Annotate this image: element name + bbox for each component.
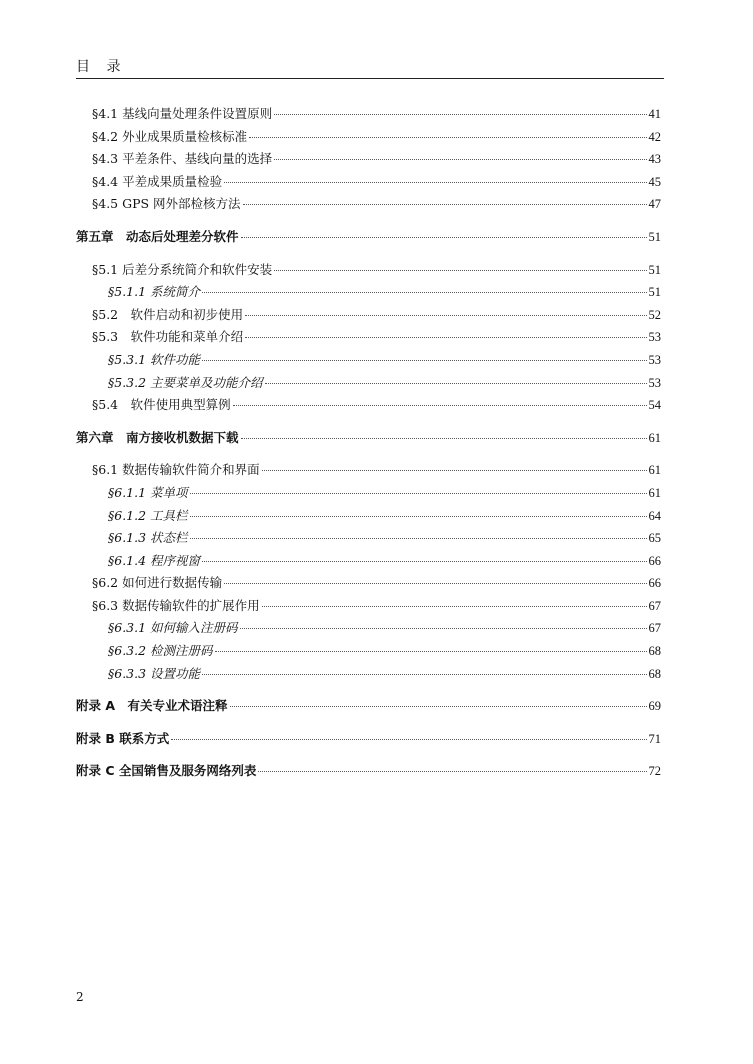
page-header-title: 目 录 [76, 59, 127, 75]
toc-entry-page: 61 [648, 485, 661, 500]
toc-entry-page: 64 [648, 508, 661, 523]
toc-entry[interactable] [76, 149, 661, 172]
toc-leader-dots [243, 204, 647, 205]
toc-leader-dots [202, 674, 646, 675]
toc-entry[interactable] [76, 350, 661, 373]
toc-entry[interactable] [76, 664, 661, 687]
toc-entry-title: §5.3.1 软件功能 [108, 351, 201, 367]
page-number: 2 [76, 990, 84, 1004]
toc-leader-dots [224, 583, 646, 584]
toc-entry-page: 53 [648, 330, 661, 345]
toc-entry[interactable] [76, 573, 661, 596]
toc-entry-page: 67 [648, 621, 661, 636]
page-header [76, 56, 664, 79]
toc-entry-title: §6.2 如何进行数据传输 [92, 575, 223, 591]
toc-entry-page: 42 [648, 129, 661, 144]
toc-entry-page: 66 [648, 576, 661, 591]
toc-entry-title: §5.3.2 主要菜单及功能介绍 [108, 374, 263, 390]
toc-entry[interactable] [76, 395, 661, 418]
toc-leader-dots [190, 516, 647, 517]
toc-leader-dots [265, 383, 647, 384]
toc-entry[interactable] [76, 761, 661, 784]
toc-leader-dots [245, 337, 646, 338]
toc-entry[interactable] [76, 327, 661, 350]
toc-entry-title: §6.3 数据传输软件的扩展作用 [92, 597, 260, 613]
toc-entry[interactable] [76, 596, 661, 619]
toc-entry-title: §6.1.2 工具栏 [108, 507, 188, 523]
toc-entry[interactable] [76, 641, 661, 664]
toc-entry-page: 67 [648, 598, 661, 613]
toc-entry-page: 54 [648, 398, 661, 413]
toc-entry-page: 61 [648, 463, 661, 478]
toc-entry[interactable] [76, 127, 661, 150]
toc-leader-dots [274, 270, 646, 271]
toc-leader-dots [171, 739, 646, 740]
toc-entry-page: 51 [648, 262, 661, 277]
toc-leader-dots [258, 771, 646, 772]
toc-leader-dots [202, 292, 646, 293]
toc-entry-title: §4.1 基线向量处理条件设置原则 [92, 106, 273, 121]
toc-leader-dots [202, 360, 646, 361]
toc-entry-title: §5.4 软件使用典型算例 [92, 397, 231, 413]
toc-entry[interactable] [76, 506, 661, 529]
toc-leader-dots [241, 438, 647, 439]
toc-entry-page: 53 [648, 375, 661, 390]
toc-entry-page: 43 [648, 152, 661, 167]
toc-entry-title: 附录 B 联系方式 [76, 730, 170, 746]
toc-entry-title: §6.1.4 程序视窗 [108, 552, 201, 568]
toc-entry-page: 72 [648, 764, 661, 779]
toc-entry-title: §6.1.3 状态栏 [108, 530, 188, 546]
toc-entry-page: 52 [648, 307, 661, 322]
toc-entry[interactable] [76, 373, 661, 396]
toc-entry-title: §6.3.1 如何输入注册码 [108, 620, 238, 636]
toc-entry-page: 53 [648, 352, 661, 367]
toc-entry-page: 69 [648, 699, 661, 714]
toc-entry[interactable] [76, 428, 661, 451]
toc-entry-page: 41 [648, 107, 661, 121]
toc-entry-title: §4.4 平差成果质量检验 [92, 173, 223, 189]
toc-entry[interactable] [76, 227, 661, 250]
toc-entry-title: §5.1 后差分系统简介和软件安装 [92, 261, 273, 277]
toc-leader-dots [245, 315, 646, 316]
toc-entry-title: §6.1 数据传输软件简介和界面 [92, 462, 260, 478]
toc-entry-title: §5.3 软件功能和菜单介绍 [92, 329, 244, 345]
toc-entry-title: 附录 A 有关专业术语注释 [76, 698, 228, 714]
toc-leader-dots [274, 159, 646, 160]
toc-entry-page: 65 [648, 531, 661, 546]
toc-entry-page: 66 [648, 553, 661, 568]
toc-leader-dots [224, 182, 646, 183]
toc-leader-dots [230, 706, 647, 707]
toc-leader-dots [215, 651, 647, 652]
toc-entry[interactable] [76, 460, 661, 483]
toc-entry-title: §6.1.1 菜单项 [108, 484, 188, 500]
toc-entry-page: 47 [648, 197, 661, 212]
toc-entry-title: 第五章 动态后处理差分软件 [76, 228, 239, 244]
table-of-contents [76, 104, 661, 794]
toc-entry-title: §6.3.3 设置功能 [108, 665, 201, 681]
toc-entry-title: §4.5 GPS 网外部检核方法 [92, 196, 241, 212]
toc-entry[interactable] [76, 729, 661, 752]
toc-entry[interactable] [76, 305, 661, 328]
toc-leader-dots [190, 493, 647, 494]
toc-entry[interactable] [76, 104, 661, 127]
toc-entry[interactable] [76, 696, 661, 719]
toc-entry-title: §4.3 平差条件、基线向量的选择 [92, 151, 273, 167]
toc-leader-dots [262, 606, 647, 607]
toc-leader-dots [274, 114, 646, 115]
toc-leader-dots [240, 628, 647, 629]
toc-entry-title: 附录 C 全国销售及服务网络列表 [76, 763, 257, 779]
toc-entry[interactable] [76, 618, 661, 641]
toc-entry-title: §6.3.2 检测注册码 [108, 643, 213, 659]
toc-entry[interactable] [76, 260, 661, 283]
toc-entry-title: §5.1.1 系统简介 [108, 284, 201, 300]
toc-entry-page: 51 [648, 285, 661, 300]
toc-entry-page: 68 [648, 644, 661, 659]
toc-entry[interactable] [76, 528, 661, 551]
toc-entry-page: 61 [648, 430, 661, 445]
toc-entry-page: 51 [648, 229, 661, 244]
toc-entry-page: 71 [648, 731, 661, 746]
toc-entry[interactable] [76, 483, 661, 506]
toc-entry-title: 第六章 南方接收机数据下载 [76, 429, 239, 445]
toc-leader-dots [190, 538, 647, 539]
toc-leader-dots [233, 405, 647, 406]
toc-leader-dots [249, 137, 646, 138]
toc-entry-title: §4.2 外业成果质量检核标准 [92, 128, 248, 144]
toc-entry[interactable] [76, 551, 661, 574]
toc-leader-dots [202, 561, 646, 562]
toc-entry[interactable] [76, 172, 661, 195]
toc-leader-dots [241, 237, 647, 238]
toc-entry[interactable] [76, 282, 661, 305]
toc-leader-dots [262, 470, 647, 471]
toc-entry-page: 45 [648, 174, 661, 189]
toc-entry[interactable] [76, 194, 661, 217]
toc-entry-page: 68 [648, 666, 661, 681]
toc-entry-title: §5.2 软件启动和初步使用 [92, 306, 244, 322]
